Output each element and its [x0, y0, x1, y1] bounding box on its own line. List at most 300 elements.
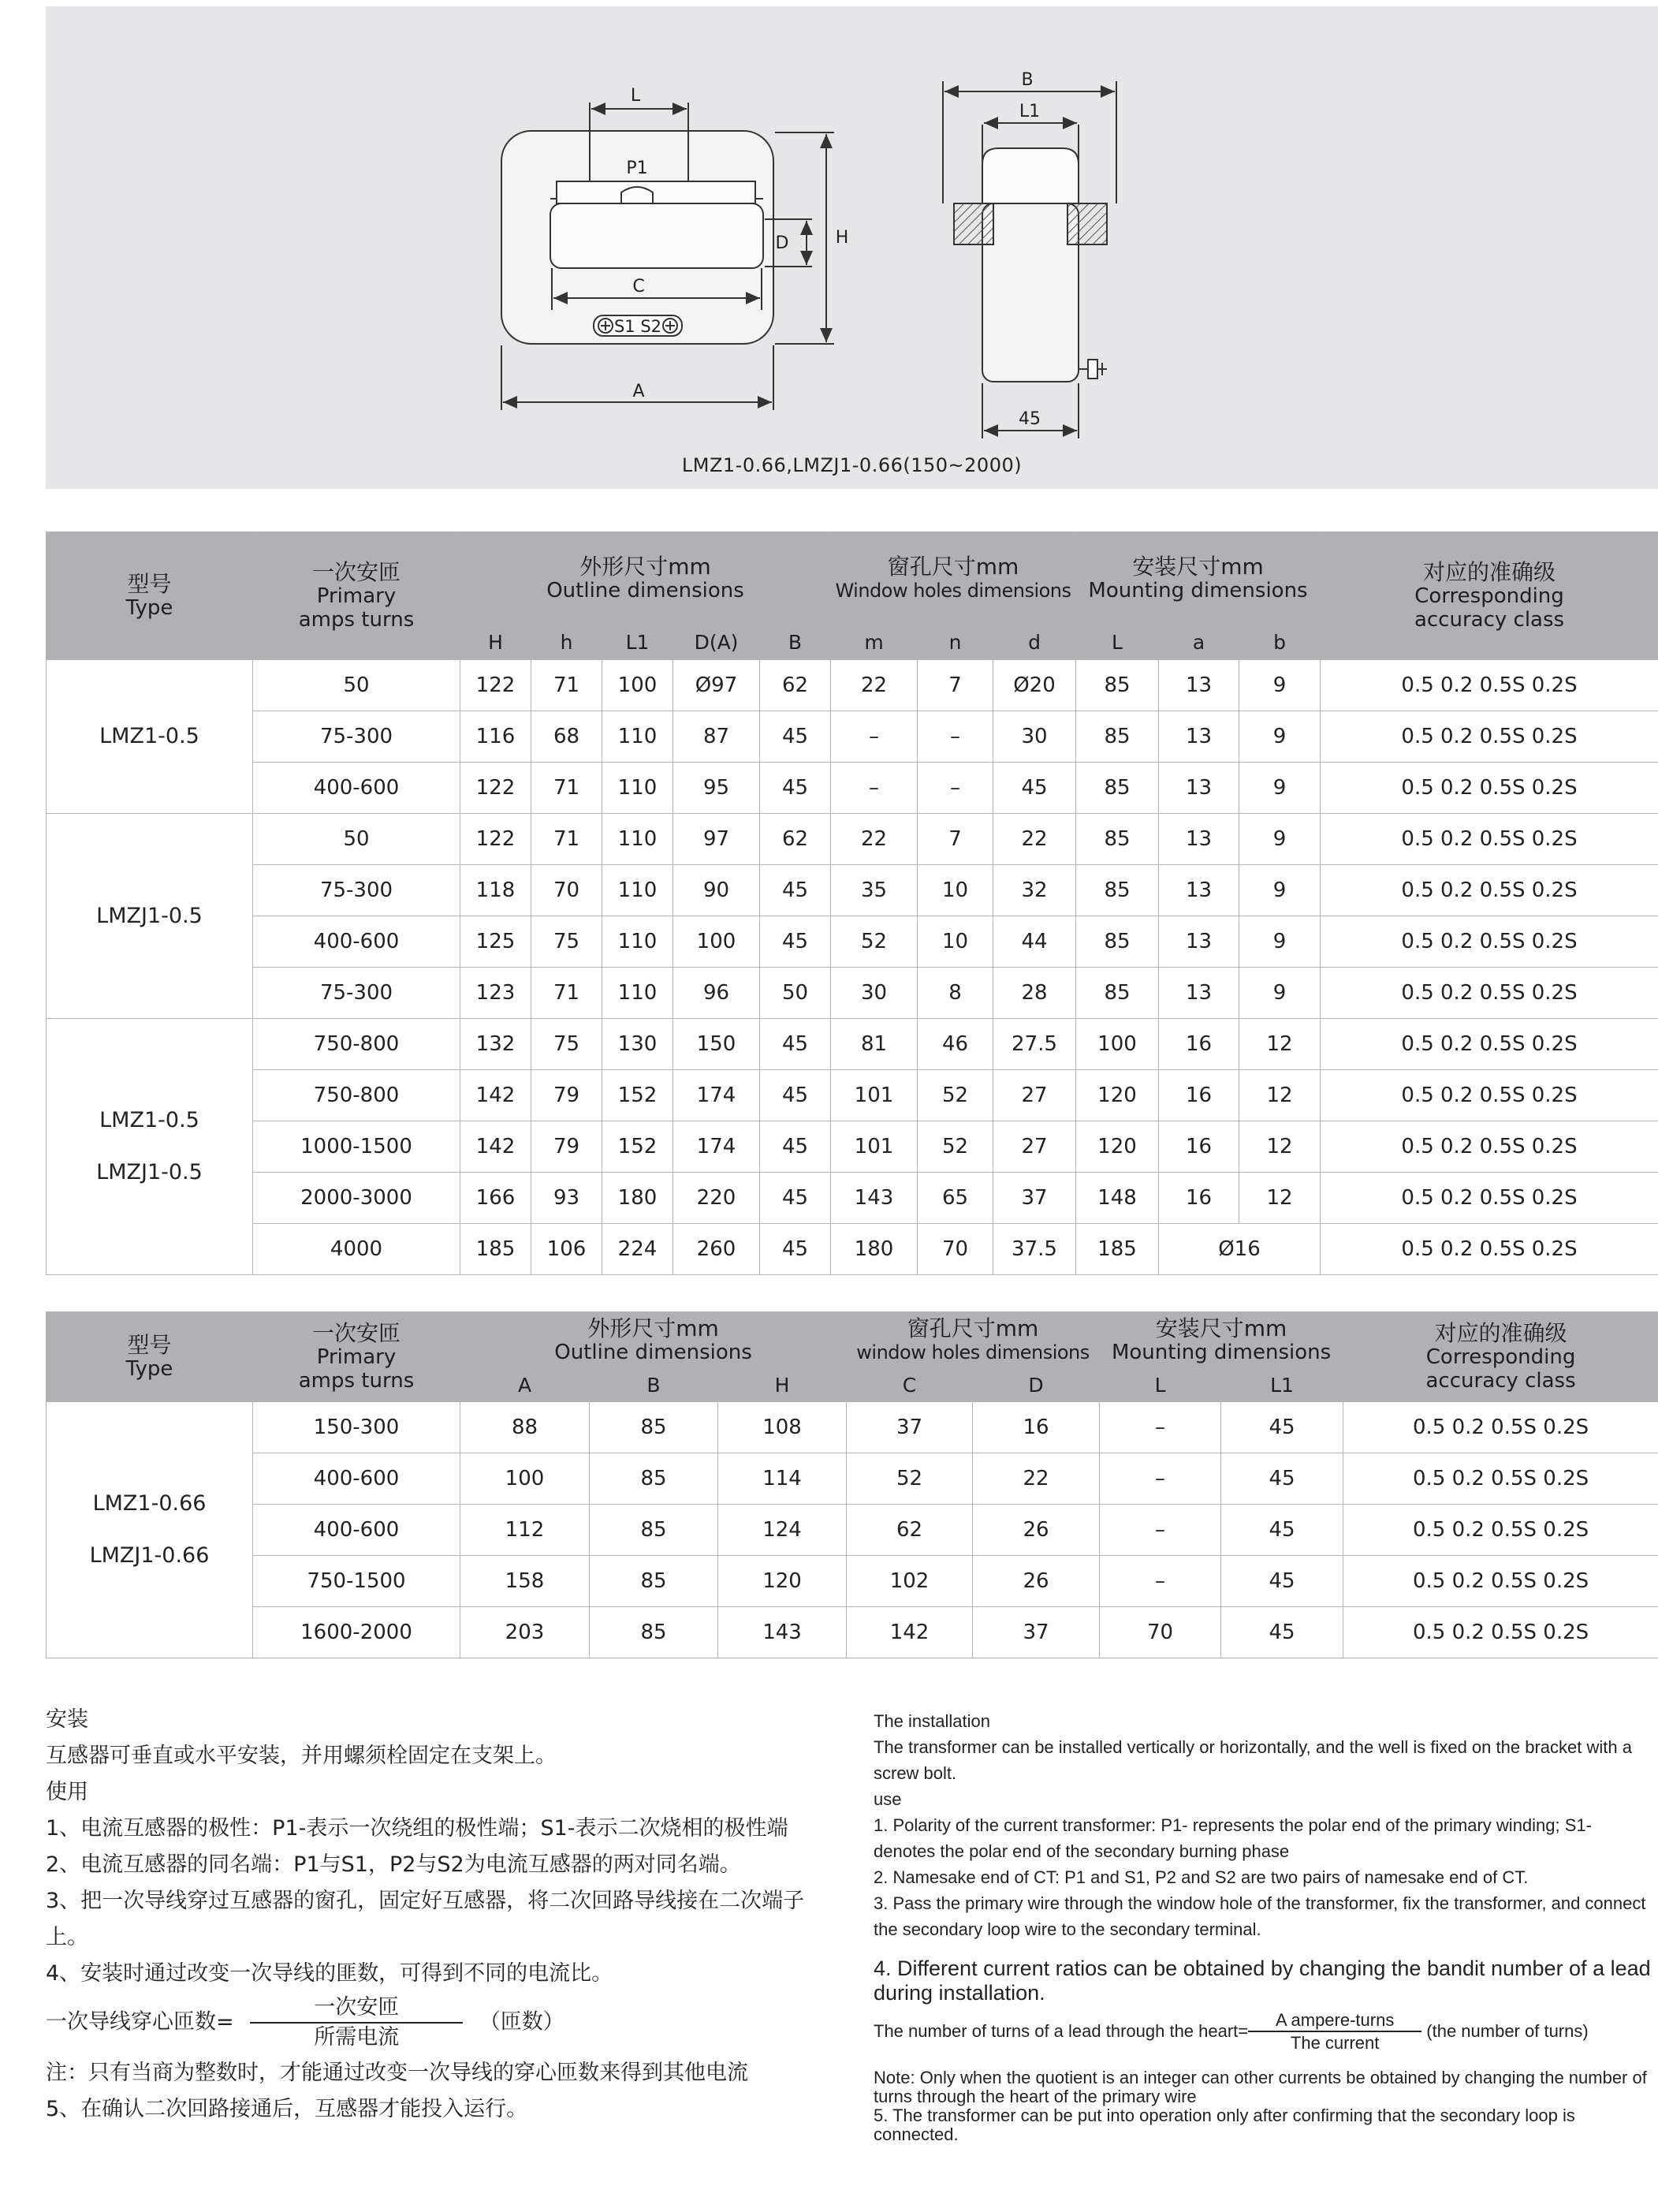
table-cell: 750-800 [253, 1019, 460, 1070]
table-cell: 22 [993, 814, 1076, 865]
table-row [47, 1019, 1658, 1070]
header-window-en: Window holes dimensions [835, 580, 1071, 602]
note-cn-9: 5、在确认二次回路接通后，互感器才能投入运行。 [46, 2097, 528, 2121]
formula-en [874, 2010, 1654, 2054]
table-cell: Ø16 [1159, 1224, 1321, 1275]
table-row [47, 865, 1658, 916]
table-cell: 96 [673, 968, 760, 1019]
notes-english [874, 1708, 1654, 2144]
front-view [501, 103, 834, 410]
note-cn-3: 使用 [46, 1780, 88, 1804]
t2-header-type [47, 1312, 253, 1402]
table-cell: 37 [993, 1173, 1076, 1224]
header-type-cn: 型号 [127, 571, 172, 597]
formula-en-right: (the number of turns) [1426, 2020, 1589, 2041]
table-cell: 22 [831, 814, 918, 865]
table-cell: 123 [460, 968, 531, 1019]
formula-en-denominator: The current [1290, 2033, 1380, 2053]
diagram-panel [46, 6, 1658, 489]
header-type-en: Type [125, 596, 173, 620]
formula-en-fraction [1248, 2010, 1421, 2054]
model-cell [47, 814, 253, 1019]
table-cell: 75-300 [253, 968, 460, 1019]
table-cell: 45 [760, 763, 831, 814]
table-cell: 71 [531, 968, 602, 1019]
model-name: LMZJ1-0.66 [89, 1543, 210, 1568]
table-cell: 142 [460, 1070, 531, 1121]
table-row [47, 968, 1658, 1019]
header-mounting-en: Mounting dimensions [1088, 579, 1308, 602]
header-primary-en2: amps turns [298, 608, 415, 632]
table-cell: 62 [760, 660, 831, 711]
table-row [47, 1607, 1658, 1658]
t2-header-outline-en: Outline dimensions [554, 1341, 752, 1364]
t2-header-window-en: window holes dimensions [856, 1341, 1090, 1363]
table-cell: 70 [918, 1224, 993, 1275]
table-cell: 9 [1239, 814, 1321, 865]
t2-header-window [847, 1312, 1100, 1369]
table-cell: 400-600 [253, 1505, 460, 1556]
table-cell: 0.5 0.2 0.5S 0.2S [1321, 916, 1658, 968]
table-cell: 110 [602, 916, 673, 968]
table-cell: 9 [1239, 660, 1321, 711]
table-cell: 0.5 0.2 0.5S 0.2S [1321, 660, 1658, 711]
table-row [47, 763, 1658, 814]
table-cell: 203 [460, 1607, 590, 1658]
note-cn-6: 3、把一次导线穿过互感器的窗孔，固定好互感器，将二次回路导线接在二次端子上。 [46, 1889, 805, 1949]
table-cell: 85 [590, 1402, 718, 1453]
table-cell: 180 [831, 1224, 918, 1275]
table-cell: 120 [718, 1556, 847, 1607]
table-cell: 7 [918, 814, 993, 865]
table-cell: 8 [918, 968, 993, 1019]
table-cell: – [1100, 1402, 1221, 1453]
table-cell: 1600-2000 [253, 1607, 460, 1658]
t2-header-accuracy-cn: 对应的准确级 [1434, 1320, 1567, 1346]
t2-subheader-C: C [847, 1369, 973, 1402]
header-primary-cn: 一次安匝 [311, 559, 401, 585]
table-cell: 13 [1159, 814, 1239, 865]
header-primary [253, 532, 460, 660]
table-cell: 180 [602, 1173, 673, 1224]
t2-header-mounting-cn: 安装尺寸mm [1155, 1315, 1287, 1341]
t2-header-mounting-en: Mounting dimensions [1111, 1341, 1332, 1364]
table-cell: Ø20 [993, 660, 1076, 711]
model-name: LMZJ1-0.5 [96, 903, 203, 928]
table-cell: 87 [673, 711, 760, 763]
table-cell: 27 [993, 1121, 1076, 1173]
table-cell: 0.5 0.2 0.5S 0.2S [1343, 1453, 1658, 1505]
table-cell: 260 [673, 1224, 760, 1275]
formula-cn-denominator: 所需电流 [314, 2025, 400, 2050]
header-window-cn: 窗孔尺寸mm [887, 554, 1019, 580]
table-cell: 13 [1159, 968, 1239, 1019]
label-terminals: S1 S2 [613, 317, 662, 336]
header-outline [460, 532, 831, 625]
table-row [47, 1121, 1658, 1173]
table-cell: 45 [760, 1070, 831, 1121]
table-cell: 101 [831, 1121, 918, 1173]
subheader-H: H [460, 625, 531, 660]
table-cell: 45 [760, 1224, 831, 1275]
table-cell: 26 [973, 1505, 1100, 1556]
table-cell: 122 [460, 763, 531, 814]
table-cell: 45 [1221, 1607, 1343, 1658]
table-cell: 9 [1239, 968, 1321, 1019]
table-cell: 0.5 0.2 0.5S 0.2S [1343, 1505, 1658, 1556]
table-cell: – [918, 711, 993, 763]
subheader-b: b [1239, 625, 1321, 660]
table-cell: 2000-3000 [253, 1173, 460, 1224]
table-cell: 70 [531, 865, 602, 916]
table-cell: 62 [760, 814, 831, 865]
table-cell: 9 [1239, 711, 1321, 763]
label-B: B [1021, 70, 1034, 90]
spec-table-0-66 [46, 1311, 1658, 1658]
table-row [47, 1173, 1658, 1224]
table-cell: 45 [1221, 1453, 1343, 1505]
table-cell: 88 [460, 1402, 590, 1453]
table-cell: 110 [602, 968, 673, 1019]
notes-chinese [46, 1702, 834, 2128]
header-primary-en1: Primary [316, 584, 397, 608]
table-cell: 152 [602, 1070, 673, 1121]
formula-en-left: The number of turns of a lead through the heart= [874, 2020, 1249, 2041]
table-cell: 0.5 0.2 0.5S 0.2S [1321, 1070, 1658, 1121]
table-cell: 108 [718, 1402, 847, 1453]
table-cell: 0.5 0.2 0.5S 0.2S [1343, 1556, 1658, 1607]
table-cell: 1000-1500 [253, 1121, 460, 1173]
subheader-h: h [531, 625, 602, 660]
label-D: D [775, 233, 789, 253]
table-row [47, 1505, 1658, 1556]
table-cell: 9 [1239, 865, 1321, 916]
table-cell: 12 [1239, 1121, 1321, 1173]
table-cell: 130 [602, 1019, 673, 1070]
table-cell: 85 [1076, 814, 1159, 865]
table-cell: 4000 [253, 1224, 460, 1275]
formula-cn-fraction [250, 1994, 463, 2052]
table-cell: 750-1500 [253, 1556, 460, 1607]
table-cell: 143 [718, 1607, 847, 1658]
table-cell: 122 [460, 814, 531, 865]
t2-header-window-cn: 窗孔尺寸mm [907, 1315, 1039, 1341]
t2-header-outline [460, 1312, 847, 1369]
table-cell: 22 [831, 660, 918, 711]
table-cell: 71 [531, 660, 602, 711]
table-cell: 16 [973, 1402, 1100, 1453]
subheader-DA: D(A) [673, 625, 760, 660]
table-cell: 45 [760, 1019, 831, 1070]
table-cell: 37 [973, 1607, 1100, 1658]
t2-header-type-cn: 型号 [127, 1332, 172, 1358]
table-cell: 125 [460, 916, 531, 968]
table-cell: 0.5 0.2 0.5S 0.2S [1321, 1224, 1658, 1275]
table-cell: 30 [993, 711, 1076, 763]
table-cell: 62 [847, 1505, 973, 1556]
label-L: L [630, 86, 641, 106]
table-cell: 9 [1239, 916, 1321, 968]
table-cell: 120 [1076, 1121, 1159, 1173]
table-cell: 16 [1159, 1173, 1239, 1224]
subheader-a: a [1159, 625, 1239, 660]
note-en-7: 4. Different current ratios can be obtained by changing the bandit number of a lead during installation. [874, 1956, 1651, 2005]
table-cell: 45 [760, 916, 831, 968]
t2-header-outline-cn: 外形尺寸mm [587, 1315, 719, 1341]
table-cell: 27 [993, 1070, 1076, 1121]
table-cell: 110 [602, 763, 673, 814]
subheader-n: n [918, 625, 993, 660]
table-cell: 0.5 0.2 0.5S 0.2S [1321, 1121, 1658, 1173]
table-cell: 13 [1159, 763, 1239, 814]
ct-drawing [46, 6, 1658, 489]
t2-header-primary-en2: amps turns [298, 1369, 415, 1393]
table-cell: 35 [831, 865, 918, 916]
table-cell: 75-300 [253, 711, 460, 763]
header-outline-cn: 外形尺寸mm [579, 554, 711, 580]
table-cell: 45 [760, 711, 831, 763]
formula-cn-left: 一次导线穿心匝数= [46, 2009, 234, 2035]
header-accuracy-en2: accuracy class [1414, 608, 1565, 632]
model-name: LMZ1-0.5 [99, 724, 199, 748]
table-cell: 106 [531, 1224, 602, 1275]
table-cell: 150-300 [253, 1402, 460, 1453]
table-row [47, 814, 1658, 865]
table-cell: 16 [1159, 1019, 1239, 1070]
label-H: H [835, 228, 849, 248]
t2-header-primary-cn: 一次安匝 [311, 1320, 401, 1346]
note-cn-2: 互感器可垂直或水平安装，并用螺须栓固定在支架上。 [46, 1744, 557, 1768]
table-cell: 174 [673, 1070, 760, 1121]
table-cell: 95 [673, 763, 760, 814]
header-accuracy [1321, 532, 1658, 660]
table-cell: 79 [531, 1121, 602, 1173]
table-cell: 142 [460, 1121, 531, 1173]
table-cell: 0.5 0.2 0.5S 0.2S [1321, 968, 1658, 1019]
table-cell: 93 [531, 1173, 602, 1224]
header-type [47, 532, 253, 660]
table-cell: 90 [673, 865, 760, 916]
table-cell: 102 [847, 1556, 973, 1607]
table-cell: 85 [1076, 660, 1159, 711]
table-cell: – [1100, 1505, 1221, 1556]
table-cell: 400-600 [253, 763, 460, 814]
table-cell: 110 [602, 814, 673, 865]
table-cell: 85 [590, 1505, 718, 1556]
table-cell: 100 [602, 660, 673, 711]
table-cell: 37 [847, 1402, 973, 1453]
table-cell: – [831, 711, 918, 763]
table-cell: 0.5 0.2 0.5S 0.2S [1321, 865, 1658, 916]
formula-cn-right: （匝数） [479, 2009, 564, 2035]
table-cell: 70 [1100, 1607, 1221, 1658]
table-cell: 118 [460, 865, 531, 916]
note-cn-8: 注：只有当商为整数时，才能通过改变一次导线的穿心匝数来得到其他电流 [46, 2061, 748, 2085]
formula-en-numerator: A ampere-turns [1248, 2010, 1421, 2032]
note-en-3: use [874, 1789, 902, 1809]
table-row [47, 1556, 1658, 1607]
table-cell: 150 [673, 1019, 760, 1070]
table-cell: 112 [460, 1505, 590, 1556]
t2-subheader-D: D [973, 1369, 1100, 1402]
note-cn-5: 2、电流互感器的同名端：P1与S1，P2与S2为电流互感器的两对同名端。 [46, 1852, 741, 1877]
header-mounting-cn: 安装尺寸mm [1132, 554, 1264, 580]
table-row [47, 1224, 1658, 1275]
table-cell: – [831, 763, 918, 814]
subheader-B: B [760, 625, 831, 660]
note-en-4: 1. Polarity of the current transformer: P1- represents the polar end of the primary winding; S1- denotes the polar end of the secondary burning phase [874, 1815, 1592, 1861]
label-A: A [632, 382, 645, 401]
t2-header-accuracy-en2: accuracy class [1425, 1369, 1576, 1393]
table-cell: 26 [973, 1556, 1100, 1607]
table-cell: 85 [1076, 916, 1159, 968]
label-P1: P1 [626, 159, 648, 178]
table-cell: 13 [1159, 865, 1239, 916]
table-row [47, 1070, 1658, 1121]
t2-header-accuracy-en1: Corresponding [1425, 1345, 1576, 1369]
table-cell: 71 [531, 814, 602, 865]
table-cell: 65 [918, 1173, 993, 1224]
label-45: 45 [1019, 409, 1041, 429]
model-cell [47, 660, 253, 814]
table-cell: 85 [590, 1556, 718, 1607]
table-cell: 0.5 0.2 0.5S 0.2S [1321, 711, 1658, 763]
table-cell: 45 [993, 763, 1076, 814]
table-cell: 100 [1076, 1019, 1159, 1070]
table-cell: 79 [531, 1070, 602, 1121]
table-cell: 124 [718, 1505, 847, 1556]
table-cell: 13 [1159, 711, 1239, 763]
table-cell: 32 [993, 865, 1076, 916]
table-cell: 45 [1221, 1556, 1343, 1607]
model-name: LMZJ1-0.5 [96, 1160, 203, 1184]
table-cell: 50 [253, 814, 460, 865]
model-cell [47, 1402, 253, 1658]
table-cell: 12 [1239, 1173, 1321, 1224]
table-cell: 75-300 [253, 865, 460, 916]
table-cell: 110 [602, 865, 673, 916]
table-cell: 132 [460, 1019, 531, 1070]
model-name: LMZ1-0.66 [92, 1491, 207, 1516]
formula-cn [46, 1994, 834, 2052]
table-cell: 100 [460, 1453, 590, 1505]
note-en-5: 2. Namesake end of CT: P1 and S1, P2 and S2 are two pairs of namesake end of CT. [874, 1867, 1529, 1887]
table-cell: 81 [831, 1019, 918, 1070]
table-cell: 750-800 [253, 1070, 460, 1121]
note-en-6: 3. Pass the primary wire through the window hole of the transformer, fix the transformer, and connect the secondary loop wire to the secondary terminal. [874, 1893, 1646, 1939]
table-cell: 122 [460, 660, 531, 711]
table-cell: 400-600 [253, 916, 460, 968]
table-cell: 85 [590, 1453, 718, 1505]
table-cell: 45 [760, 1173, 831, 1224]
table-cell: 37.5 [993, 1224, 1076, 1275]
table-cell: 52 [918, 1121, 993, 1173]
table-cell: 10 [918, 916, 993, 968]
table-cell: 30 [831, 968, 918, 1019]
table-cell: 27.5 [993, 1019, 1076, 1070]
table-cell: 85 [1076, 763, 1159, 814]
table-cell: 50 [253, 660, 460, 711]
subheader-L: L [1076, 625, 1159, 660]
table-cell: 45 [1221, 1402, 1343, 1453]
label-C: C [632, 277, 645, 297]
table-cell: 174 [673, 1121, 760, 1173]
header-outline-en: Outline dimensions [546, 579, 744, 602]
table-cell: 85 [1076, 711, 1159, 763]
table-cell: 166 [460, 1173, 531, 1224]
table-cell: 12 [1239, 1070, 1321, 1121]
table-cell: 158 [460, 1556, 590, 1607]
table-row [47, 1402, 1658, 1453]
table-cell: 28 [993, 968, 1076, 1019]
t2-header-mounting [1100, 1312, 1343, 1369]
table-cell: 85 [1076, 865, 1159, 916]
t2-header-type-en: Type [125, 1357, 173, 1381]
table-cell: 148 [1076, 1173, 1159, 1224]
table-cell: 10 [918, 865, 993, 916]
table-cell: 75 [531, 1019, 602, 1070]
table-cell: 52 [831, 916, 918, 968]
table-row [47, 916, 1658, 968]
header-accuracy-cn: 对应的准确级 [1423, 559, 1556, 585]
table-cell: 52 [918, 1070, 993, 1121]
note-en-8: Note: Only when the quotient is an integer can other currents be obtained by changing the number of turns through the heart of the primary wire [874, 2068, 1647, 2106]
table-cell: 22 [973, 1453, 1100, 1505]
table-cell: 71 [531, 763, 602, 814]
table-cell: 75 [531, 916, 602, 968]
table-cell: 400-600 [253, 1453, 460, 1505]
table-cell: 50 [760, 968, 831, 1019]
table-row [47, 660, 1658, 711]
table-cell: – [1100, 1453, 1221, 1505]
table2-body [47, 1402, 1658, 1658]
header-accuracy-en1: Corresponding [1414, 584, 1564, 608]
note-en-1: The installation [874, 1711, 990, 1731]
model-cell [47, 1019, 253, 1275]
table-cell: 85 [1076, 968, 1159, 1019]
header-mounting [1076, 532, 1321, 625]
header-window [831, 532, 1076, 625]
table-cell: 9 [1239, 763, 1321, 814]
table-cell: 152 [602, 1121, 673, 1173]
spec-table-0-5 [46, 532, 1658, 1275]
table-cell: 142 [847, 1607, 973, 1658]
table-cell: 97 [673, 814, 760, 865]
note-en-2: The transformer can be installed vertically or horizontally, and the well is fixed on the bracket with a screw bolt. [874, 1737, 1632, 1783]
table-cell: 45 [760, 865, 831, 916]
table-cell: 185 [1076, 1224, 1159, 1275]
table-cell: 0.5 0.2 0.5S 0.2S [1321, 814, 1658, 865]
table1-body [47, 660, 1658, 1275]
table-cell: 13 [1159, 660, 1239, 711]
side-view [943, 81, 1116, 438]
table-cell: 120 [1076, 1070, 1159, 1121]
t2-subheader-L1: L1 [1221, 1369, 1343, 1402]
table-cell: 7 [918, 660, 993, 711]
model-name: LMZ1-0.5 [99, 1108, 199, 1132]
subheader-m: m [831, 625, 918, 660]
note-cn-7: 4、安装时通过改变一次导线的匪数，可得到不同的电流比。 [46, 1961, 613, 1986]
t2-header-accuracy [1343, 1312, 1658, 1402]
table-cell: 16 [1159, 1070, 1239, 1121]
t2-header-primary [253, 1312, 460, 1402]
table-cell: 12 [1239, 1019, 1321, 1070]
table-cell: 45 [760, 1121, 831, 1173]
table-cell: 52 [847, 1453, 973, 1505]
table-cell: 85 [590, 1607, 718, 1658]
note-cn-1: 安装 [46, 1707, 88, 1732]
table-cell: – [918, 763, 993, 814]
